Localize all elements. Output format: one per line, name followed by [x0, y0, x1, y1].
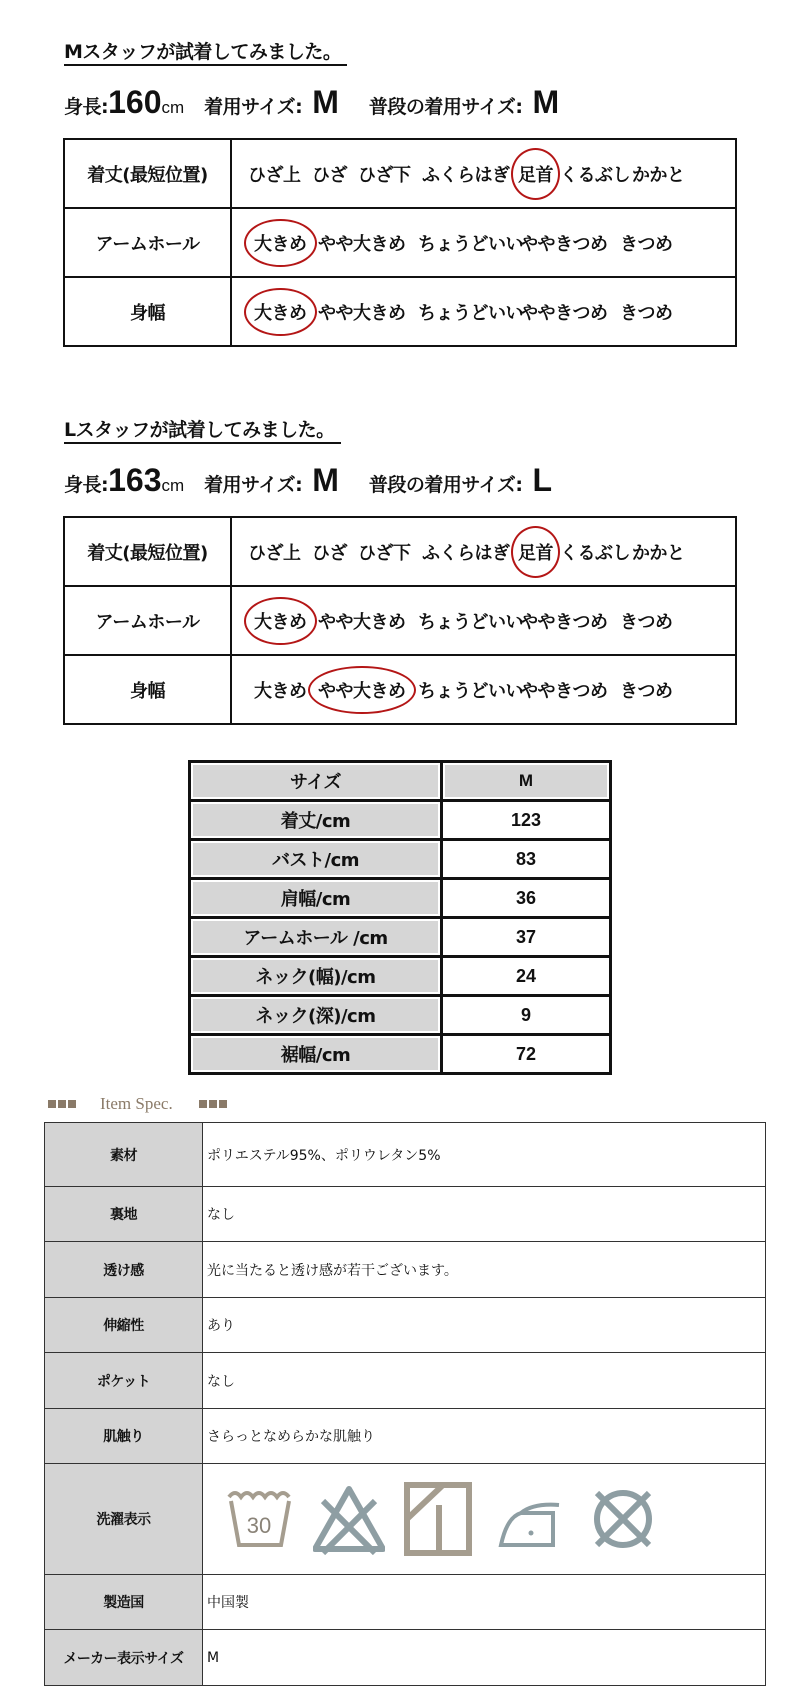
fit-option: きつめ: [620, 302, 673, 324]
fit-option: ややきつめ: [520, 233, 608, 255]
wear-size-label: 着用サイズ:: [204, 96, 303, 118]
fit-row-label: 身幅: [64, 655, 231, 724]
size-table-header: [190, 762, 611, 801]
fit-options: [232, 657, 735, 722]
item-spec-table: [44, 1122, 766, 1686]
fit-option: ややきつめ: [520, 680, 608, 702]
wear-size-value: M: [312, 84, 339, 120]
height-unit: cm: [161, 98, 185, 117]
fit-option: きつめ: [620, 680, 673, 702]
fit-options: [232, 210, 735, 275]
fit-row-label: 身幅: [64, 277, 231, 346]
table-row: [45, 1353, 766, 1409]
fit-option: ややきつめ: [520, 611, 608, 633]
size-header-value: M: [442, 762, 611, 801]
size-key: アームホール /cm: [190, 918, 442, 957]
fit-row-label: 着丈(最短位置): [64, 517, 231, 586]
table-row: [190, 996, 611, 1035]
table-row: [45, 1409, 766, 1464]
fit-option-selected: やや大きめ: [318, 677, 406, 703]
spec-label-care: 洗濯表示: [45, 1464, 203, 1575]
size-key: 着丈/cm: [190, 801, 442, 840]
staff-l-section: [64, 418, 736, 702]
spec-value-maker-size: M: [203, 1630, 766, 1686]
fit-option: くるぶし: [560, 542, 630, 564]
size-key: ネック(深)/cm: [190, 996, 442, 1035]
fit-option: ややきつめ: [520, 302, 608, 324]
fit-row-length: [64, 517, 736, 586]
fit-option: ひざ上: [248, 542, 301, 564]
spec-label-maker-size: メーカー表示サイズ: [45, 1630, 203, 1686]
no-bleach-icon: [313, 1483, 385, 1555]
staff-m-initial: M: [64, 41, 83, 63]
table-row: [45, 1242, 766, 1298]
fit-options: [232, 519, 735, 584]
fit-option: ひざ: [312, 542, 347, 564]
table-row: [45, 1187, 766, 1242]
fit-option-selected: 足首: [518, 539, 553, 565]
fit-option: ひざ下: [358, 164, 411, 186]
title-squares-right: [199, 1100, 229, 1108]
fit-options: [232, 279, 735, 344]
fit-option: やや大きめ: [318, 302, 406, 324]
fit-option: ちょうどいい: [418, 611, 523, 633]
item-spec-title-text: Item Spec.: [100, 1094, 173, 1113]
spec-label-texture: 肌触り: [45, 1409, 203, 1464]
staff-l-initial: L: [64, 419, 76, 441]
staff-m-section: [64, 40, 736, 324]
table-row: [190, 918, 611, 957]
drip-dry-shade-icon: [403, 1481, 475, 1557]
wear-size-value: M: [312, 462, 339, 498]
fit-option: ひざ上: [248, 164, 301, 186]
spec-label-stretch: 伸縮性: [45, 1298, 203, 1353]
fit-option: ちょうどいい: [418, 233, 523, 255]
fit-option-selected: 大きめ: [254, 230, 307, 256]
fit-row-width: [64, 655, 736, 724]
spec-value-pocket: なし: [203, 1353, 766, 1409]
fit-option-selected: 大きめ: [254, 299, 307, 325]
spec-value-material: ポリエステル95%、ポリウレタン5%: [203, 1123, 766, 1187]
size-key: バスト/cm: [190, 840, 442, 879]
fit-row-length: [64, 139, 736, 208]
size-value: 37: [442, 918, 611, 957]
fit-option-selected: 足首: [518, 161, 553, 187]
fit-option: きつめ: [620, 611, 673, 633]
table-row: [190, 957, 611, 996]
usual-size-value: M: [532, 84, 560, 120]
spec-label-sheer: 透け感: [45, 1242, 203, 1298]
size-value: 123: [442, 801, 611, 840]
staff-l-heading-text: スタッフが試着してみました。: [75, 419, 335, 441]
size-table: [188, 760, 612, 1075]
staff-l-fit-table: [63, 516, 737, 725]
wash-temp: 30: [246, 1513, 272, 1538]
fit-options: [232, 141, 735, 206]
height-label: 身長:: [64, 96, 109, 118]
spec-label-material: 素材: [45, 1123, 203, 1187]
fit-row-label: アームホール: [64, 586, 231, 655]
size-value: 72: [442, 1035, 611, 1074]
fit-option: かかと: [632, 542, 685, 564]
spec-value-stretch: あり: [203, 1298, 766, 1353]
fit-options: [232, 588, 735, 653]
spec-value-texture: さらっとなめらかな肌触り: [203, 1409, 766, 1464]
fit-row-label: アームホール: [64, 208, 231, 277]
usual-size-label: 普段の着用サイズ:: [368, 474, 523, 496]
height-value: 160: [108, 84, 162, 120]
size-header-key: サイズ: [190, 762, 442, 801]
staff-m-heading-text: スタッフが試着してみました。: [82, 41, 342, 63]
size-value: 36: [442, 879, 611, 918]
staff-l-stats: [64, 462, 582, 499]
usual-size-value: L: [532, 462, 553, 498]
spec-label-pocket: ポケット: [45, 1353, 203, 1409]
table-row: [190, 879, 611, 918]
height-unit: cm: [161, 476, 185, 495]
fit-option: ひざ下: [358, 542, 411, 564]
fit-option: かかと: [632, 164, 685, 186]
fit-option: やや大きめ: [318, 233, 406, 255]
size-value: 24: [442, 957, 611, 996]
size-value: 83: [442, 840, 611, 879]
staff-m-heading: [64, 40, 347, 66]
fit-option: ひざ: [312, 164, 347, 186]
fit-option: ふくらはぎ: [422, 542, 510, 564]
table-row: [190, 840, 611, 879]
fit-row-width: [64, 277, 736, 346]
fit-row-armhole: [64, 586, 736, 655]
size-key: 肩幅/cm: [190, 879, 442, 918]
fit-option: ちょうどいい: [418, 680, 523, 702]
spec-label-lining: 裏地: [45, 1187, 203, 1242]
height-label: 身長:: [64, 474, 109, 496]
table-row: [45, 1464, 766, 1575]
staff-l-heading: [64, 418, 341, 444]
spec-label-origin: 製造国: [45, 1575, 203, 1630]
item-spec-title: [48, 1094, 229, 1114]
spec-value-origin: 中国製: [203, 1575, 766, 1630]
size-value: 9: [442, 996, 611, 1035]
fit-option: くるぶし: [560, 164, 630, 186]
staff-m-fit-table: [63, 138, 737, 347]
care-icons: [207, 1481, 765, 1557]
size-key: ネック(幅)/cm: [190, 957, 442, 996]
fit-option: 大きめ: [254, 680, 307, 702]
usual-size-label: 普段の着用サイズ:: [368, 96, 523, 118]
staff-m-stats: [64, 84, 589, 121]
spec-value-lining: なし: [203, 1187, 766, 1242]
table-row: [45, 1123, 766, 1187]
iron-low-icon: [493, 1483, 569, 1555]
no-dry-clean-icon: [587, 1483, 659, 1555]
fit-option: きつめ: [620, 233, 673, 255]
fit-row-label: 着丈(最短位置): [64, 139, 231, 208]
spec-value-sheer: 光に当たると透け感が若干ございます。: [203, 1242, 766, 1298]
table-row: [190, 1035, 611, 1074]
wash-30-icon: [223, 1483, 295, 1555]
size-key: 裾幅/cm: [190, 1035, 442, 1074]
fit-option: ちょうどいい: [418, 302, 523, 324]
title-squares-left: [48, 1100, 78, 1108]
fit-row-armhole: [64, 208, 736, 277]
fit-option-selected: 大きめ: [254, 608, 307, 634]
table-row: [45, 1298, 766, 1353]
table-row: [45, 1630, 766, 1686]
table-row: [190, 801, 611, 840]
fit-option: やや大きめ: [318, 611, 406, 633]
table-row: [45, 1575, 766, 1630]
wear-size-label: 着用サイズ:: [204, 474, 303, 496]
height-value: 163: [108, 462, 162, 498]
fit-option: ふくらはぎ: [422, 164, 510, 186]
